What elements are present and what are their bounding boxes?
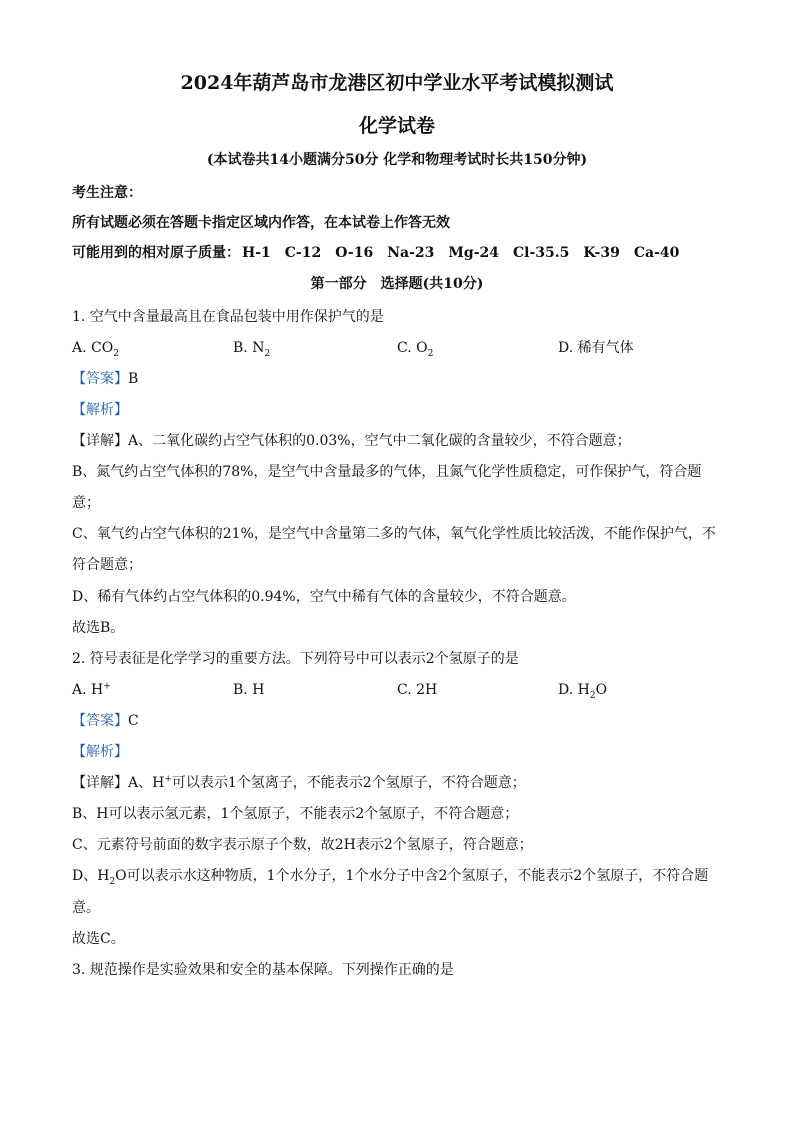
atomic-mass-item: Ca-40 [633, 245, 680, 261]
notice-label: 考生注意： [72, 185, 142, 201]
question-3-stem: 3. 规范操作是实验效果和安全的基本保障。下列操作正确的是 [72, 962, 454, 978]
q2-answer [72, 711, 139, 731]
q1-analysis-tag: 【解析】 [72, 402, 128, 418]
subject-title: 化学试卷 [358, 115, 435, 137]
exam-title: 2024年葫芦岛市龙港区初中学业水平考试模拟测试 [180, 72, 614, 94]
atomic-mass-item: Na-23 [387, 245, 435, 261]
atomic-mass-item: C-12 [284, 245, 322, 261]
q1-detail-line: 符合题意； [72, 557, 142, 573]
answer-value: B [128, 371, 139, 387]
q1-detail-line: 【详解】A、二氧化碳约占空气体积的0.03%，空气中二氧化碳的含量较少，不符合题意； [72, 433, 631, 449]
section-title: 第一部分 选择题(共10分) [310, 276, 484, 292]
q2-detail-line: 意。 [72, 900, 100, 916]
q2-analysis-tag: 【解析】 [72, 744, 128, 760]
notice-text: 所有试题必须在答题卡指定区域内作答，在本试卷上作答无效 [72, 215, 450, 231]
q2-option-c: C. 2H [397, 682, 438, 698]
q1-detail-line: D、稀有气体约占空气体积的0.94%，空气中稀有气体的含量较少，不符合题意。 [72, 589, 576, 605]
question-1-stem: 1. 空气中含量最高且在食品包装中用作保护气的是 [72, 309, 384, 325]
q2-detail-line: D、$H_2O$可以表示水这种物质，1个水分子，1个水分子中含2个氢原子，不能表示2个氢原子，不符合题 [72, 868, 709, 887]
q2-option-b: B. H [233, 682, 265, 698]
q1-detail-line: B、氮气约占空气体积的78%，是空气中含量最多的气体，且氮气化学性质稳定，可作保护气，符合题 [72, 464, 702, 480]
atomic-mass-label: 可能用到的相对原子质量： [72, 245, 240, 261]
q2-conclusion: 故选C。 [72, 931, 125, 947]
q1-option-b: B. $N_2$ [233, 340, 271, 359]
q1-conclusion: 故选B。 [72, 620, 125, 636]
atomic-mass-item: O-16 [335, 245, 374, 261]
q1-detail-line: 意； [72, 495, 100, 511]
answer-tag: 【答案】 [72, 371, 128, 387]
q2-detail-line: 【详解】A、H+可以表示1个氢离子，不能表示2个氢原子，不符合题意； [72, 774, 526, 791]
atomic-mass-item: H-1 [242, 245, 271, 261]
atomic-mass-item: Cl-35.5 [513, 245, 570, 261]
answer-tag: 【答案】 [72, 713, 128, 729]
q1-detail-line: C、氧气约占空气体积的21%，是空气中含量第二多的气体，氧气化学性质比较活泼，不能作保护气，不 [72, 526, 716, 542]
q1-option-a: A. $CO_2$ [72, 340, 119, 359]
detail-tag: 【详解】 [72, 433, 128, 449]
q1-option-c: C. $O_2$ [397, 340, 434, 359]
q1-answer [72, 369, 138, 389]
q2-detail-line: C、元素符号前面的数字表示原子个数，故2H表示2个氢原子，符合题意； [72, 837, 533, 853]
exam-info: (本试卷共14小题满分50分 化学和物理考试时长共150分钟) [206, 152, 588, 168]
q2-option-a: A. H+ [72, 681, 111, 698]
atomic-mass-item: K-39 [583, 245, 620, 261]
atomic-mass-item: Mg-24 [448, 245, 499, 261]
q1-option-d: D. 稀有气体 [558, 340, 634, 356]
q2-detail-line: B、H可以表示氢元素，1个氢原子，不能表示2个氢原子，不符合题意； [72, 806, 519, 822]
question-2-stem: 2. 符号表征是化学学习的重要方法。下列符号中可以表示2个氢原子的是 [72, 651, 519, 667]
detail-tag: 【详解】 [72, 775, 128, 791]
atomic-mass-line [72, 243, 693, 263]
q2-option-d: D. $H_2O$ [558, 682, 608, 701]
answer-value: C [128, 713, 139, 729]
